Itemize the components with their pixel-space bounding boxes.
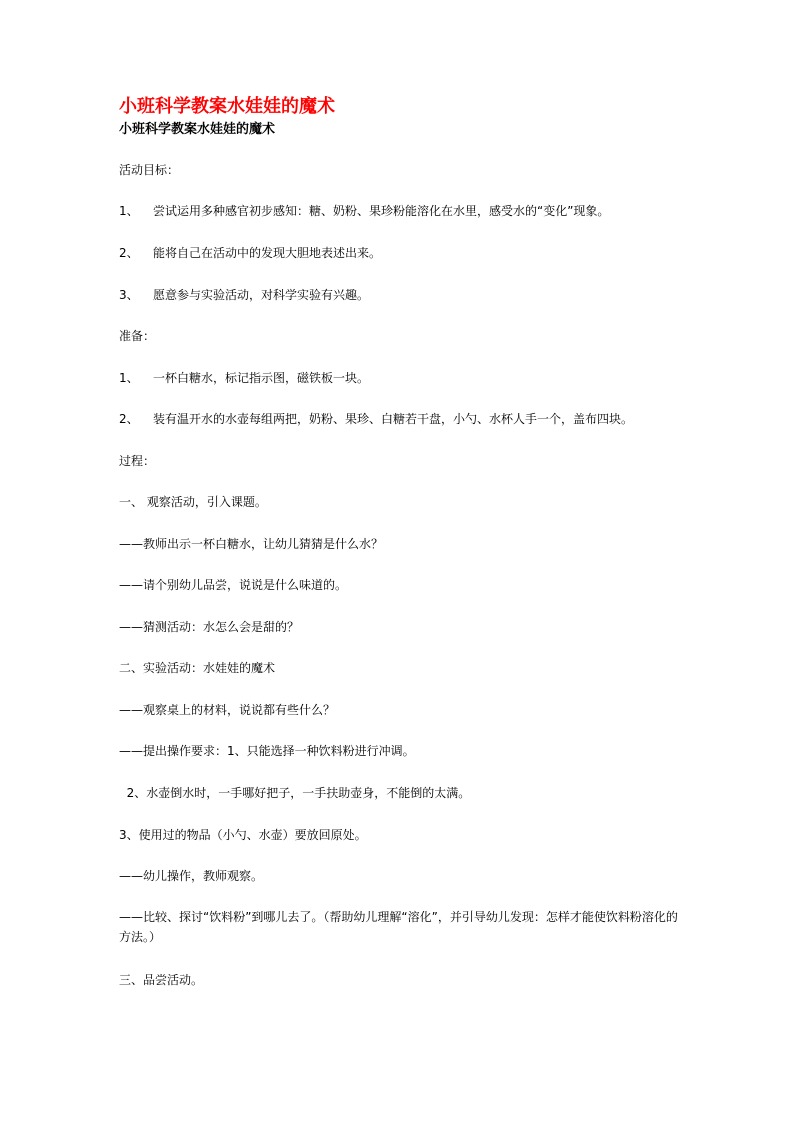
process-step: 一、 观察活动，引入课题。 (119, 495, 267, 509)
process-heading: 过程： (119, 454, 156, 468)
process-step: ——教师出示一杯白糖水，让幼儿猜猜是什么水？ (119, 537, 384, 551)
process-step: 三、品尝活动。 (119, 973, 204, 987)
document-subtitle: 小班科学教案水娃娃的魔术 (119, 122, 276, 137)
process-step: 二、实验活动：水娃娃的魔术 (119, 661, 276, 675)
goal-number: 2、 (119, 246, 139, 260)
goal-text: 能将自己在活动中的发现大胆地表述出来。 (153, 246, 382, 260)
prep-item (119, 409, 633, 429)
goal-number: 3、 (119, 288, 139, 302)
process-step: ——比较、探讨“饮料粉”到哪儿去了。（帮助幼儿理解“溶化”，并引导幼儿发现：怎样才能使饮料粉溶化的方法。） (119, 910, 678, 944)
goal-text: 尝试运用多种感官初步感知：糖、奶粉、果珍粉能溶化在水里，感受水的“变化”现象。 (153, 204, 610, 218)
process-step: ——观察桌上的材料，说说都有些什么？ (119, 703, 336, 717)
prep-item (119, 368, 369, 388)
goal-item (119, 243, 381, 263)
process-step: ——请个别幼儿品尝，说说是什么味道的。 (119, 578, 348, 592)
goal-number: 1、 (119, 204, 139, 218)
prep-number: 1、 (119, 371, 139, 385)
prep-heading: 准备： (119, 329, 156, 343)
document-title: 小班科学教案水娃娃的魔术 (119, 96, 335, 117)
goal-item (119, 201, 609, 221)
prep-number: 2、 (119, 412, 139, 426)
process-step: ——幼儿操作，教师观察。 (119, 869, 264, 883)
process-step: 3、使用过的物品（小勺、水壶）要放回原处。 (119, 828, 367, 842)
prep-text: 装有温开水的水壶每组两把，奶粉、果珍、白糖若干盘，小勺、水杯人手一个，盖布四块。 (153, 412, 634, 426)
goals-heading: 活动目标： (119, 163, 180, 177)
goal-text: 愿意参与实验活动，对科学实验有兴趣。 (153, 288, 370, 302)
process-step: ——猜测活动：水怎么会是甜的？ (119, 620, 300, 634)
process-step: ——提出操作要求：1、只能选择一种饮料粉进行冲调。 (119, 744, 415, 758)
goal-item (119, 285, 369, 305)
process-step: 2、水壶倒水时，一手哪好把子，一手扶助壶身，不能倒的太满。 (119, 786, 471, 800)
prep-text: 一杯白糖水，标记指示图，磁铁板一块。 (153, 371, 370, 385)
